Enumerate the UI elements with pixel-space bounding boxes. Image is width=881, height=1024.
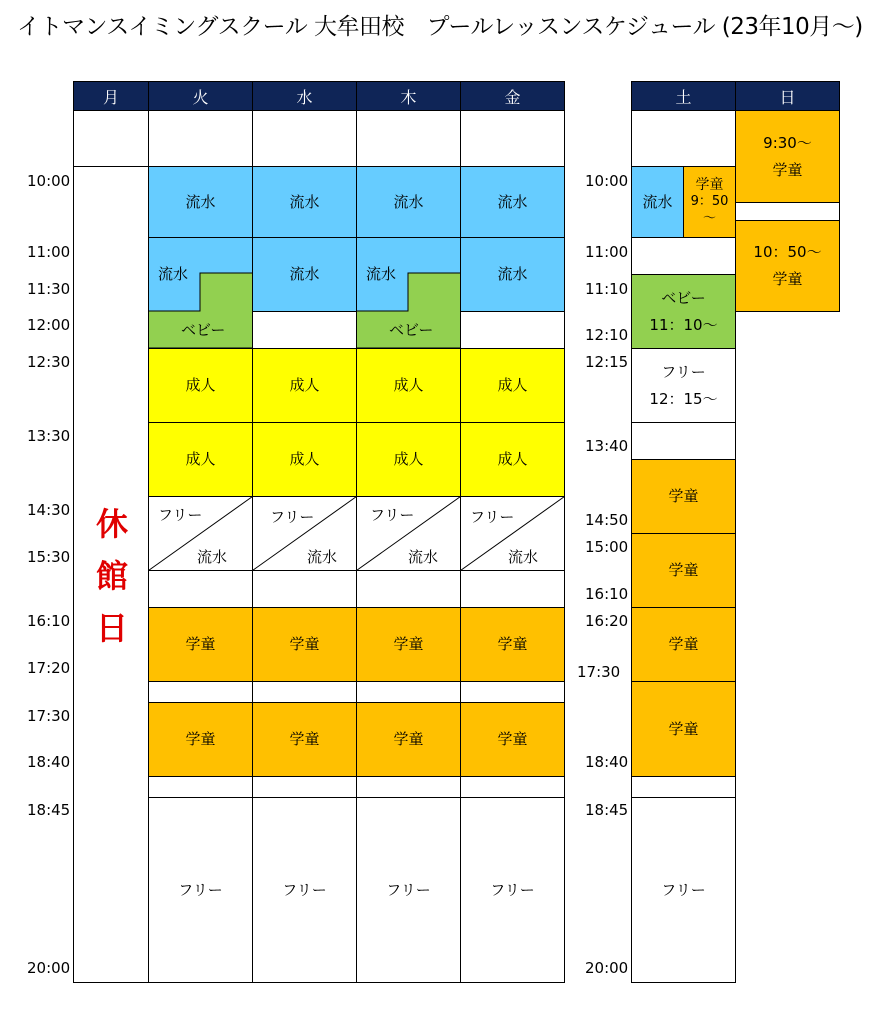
- time-label: 14:50: [585, 511, 629, 529]
- lesson-free-sat: [631, 348, 736, 423]
- lesson-seijin: 成人: [356, 422, 461, 497]
- lesson-free: フリー: [270, 508, 315, 526]
- empty-cell: [460, 681, 565, 703]
- day-header-wed: 水: [252, 81, 357, 111]
- empty-cell: [631, 110, 736, 167]
- time-label: 20:00: [27, 959, 71, 977]
- lesson-ryusui: 流水: [252, 166, 357, 238]
- holiday-char: 館: [95, 557, 128, 595]
- lesson-free: フリー: [470, 508, 515, 526]
- empty-cell: [148, 776, 253, 798]
- lesson-time: 12：15～: [649, 389, 718, 408]
- empty-cell: [252, 311, 357, 349]
- page-title: イトマンスイミングスクール 大牟田校 プールレッスンスケジュール (23年10月～): [17, 14, 863, 40]
- lesson-gakudo-sat: [683, 166, 736, 238]
- lesson-ryusui: 流水: [148, 166, 253, 238]
- lesson-seijin: 成人: [252, 348, 357, 423]
- holiday-text: [92, 498, 132, 654]
- lesson-time: 9:30～: [763, 133, 812, 152]
- lesson-time: 9：50: [690, 194, 729, 210]
- time-label: 10:00: [27, 172, 71, 190]
- day-header-thu: 木: [356, 81, 461, 111]
- empty-cell: [631, 237, 736, 275]
- time-label: 18:45: [585, 801, 629, 819]
- empty-cell: [148, 570, 253, 608]
- empty-cell: [631, 776, 736, 798]
- lesson-gakudo: 学童: [148, 607, 253, 682]
- empty-cell: [631, 422, 736, 460]
- lesson-seijin: 成人: [460, 348, 565, 423]
- empty-cell: [73, 110, 149, 167]
- lesson-gakudo: 学童: [631, 607, 736, 682]
- empty-cell: [460, 110, 565, 167]
- day-header-sun: 日: [735, 81, 840, 111]
- empty-cell: [148, 110, 253, 167]
- lesson-gakudo-label: 学童: [772, 270, 803, 288]
- time-label: 12:00: [27, 316, 71, 334]
- lesson-free: フリー: [631, 797, 736, 983]
- time-label: 18:45: [27, 801, 71, 819]
- time-label: 13:40: [585, 437, 629, 455]
- time-label: 11:30: [27, 280, 71, 298]
- time-label: 15:30: [27, 548, 71, 566]
- lesson-seijin: 成人: [148, 422, 253, 497]
- time-label: 15:00: [585, 538, 629, 556]
- lesson-free: フリー: [252, 797, 357, 983]
- holiday-char: 休: [95, 505, 128, 543]
- empty-cell: [460, 311, 565, 349]
- empty-cell: [356, 570, 461, 608]
- time-label: 16:10: [585, 585, 629, 603]
- lesson-time: 10：50～: [753, 243, 822, 261]
- lesson-ryusui: 流水: [460, 237, 565, 312]
- time-label: 12:10: [585, 326, 629, 344]
- lesson-ryusui: 流水: [460, 166, 565, 238]
- lesson-gakudo-sun: [735, 220, 840, 312]
- lesson-ryusui: 流水: [366, 265, 397, 283]
- lesson-seijin: 成人: [460, 422, 565, 497]
- lesson-free: フリー: [460, 797, 565, 983]
- time-label: 16:10: [27, 612, 71, 630]
- lesson-free: フリー: [148, 797, 253, 983]
- lesson-free-label: フリー: [661, 362, 706, 381]
- lesson-gakudo-sun: [735, 110, 840, 203]
- lesson-time: 11：10～: [649, 315, 718, 334]
- lesson-baby-sat: [631, 274, 736, 349]
- lesson-seijin: 成人: [148, 348, 253, 423]
- time-label: 10:00: [585, 172, 629, 190]
- empty-cell: [460, 570, 565, 608]
- lesson-gakudo: 学童: [148, 702, 253, 777]
- time-label: 17:20: [27, 659, 71, 677]
- lesson-ryusui: 流水: [408, 548, 439, 566]
- lesson-gakudo: 学童: [252, 702, 357, 777]
- time-label: 17:30: [577, 663, 621, 681]
- time-label: 11:00: [27, 243, 71, 261]
- lesson-seijin: 成人: [356, 348, 461, 423]
- lesson-seijin: 成人: [252, 422, 357, 497]
- empty-cell: [252, 681, 357, 703]
- lesson-baby: ベビー: [181, 321, 226, 339]
- time-label: 20:00: [585, 959, 629, 977]
- time-label: 11:10: [585, 280, 629, 298]
- empty-cell: [356, 110, 461, 167]
- time-label: 12:30: [27, 353, 71, 371]
- lesson-ryusui: 流水: [197, 548, 228, 566]
- holiday-char: 日: [95, 609, 128, 647]
- lesson-gakudo-label: 学童: [772, 160, 803, 179]
- time-label: 14:30: [27, 501, 71, 519]
- time-label: 18:40: [27, 753, 71, 771]
- empty-cell: [252, 110, 357, 167]
- lesson-gakudo: 学童: [356, 702, 461, 777]
- lesson-free: フリー: [370, 506, 415, 524]
- lesson-gakudo: 学童: [356, 607, 461, 682]
- lesson-gakudo: 学童: [460, 607, 565, 682]
- empty-cell: [252, 570, 357, 608]
- lesson-ryusui: 流水: [158, 265, 189, 283]
- time-label: 18:40: [585, 753, 629, 771]
- lesson-free: フリー: [158, 506, 203, 524]
- lesson-gakudo: 学童: [631, 459, 736, 534]
- empty-cell: [252, 776, 357, 798]
- day-header-sat: 土: [631, 81, 736, 111]
- lesson-gakudo: 学童: [631, 533, 736, 608]
- empty-cell: [356, 681, 461, 703]
- lesson-ryusui: 流水: [356, 166, 461, 238]
- time-label: 12:15: [585, 353, 629, 371]
- time-label: 17:30: [27, 707, 71, 725]
- lesson-baby: ベビー: [389, 321, 434, 339]
- empty-cell: [735, 202, 840, 221]
- empty-cell: [356, 776, 461, 798]
- lesson-gakudo: 学童: [631, 681, 736, 777]
- lesson-gakudo-label: 学童: [695, 177, 724, 194]
- lesson-gakudo: 学童: [252, 607, 357, 682]
- empty-cell: [148, 681, 253, 703]
- day-header-fri: 金: [460, 81, 565, 111]
- lesson-ryusui: 流水: [631, 166, 684, 238]
- day-header-tue: 火: [148, 81, 253, 111]
- lesson-ryusui: 流水: [307, 548, 338, 566]
- time-label: 11:00: [585, 243, 629, 261]
- lesson-time: ～: [702, 211, 716, 227]
- time-label: 13:30: [27, 427, 71, 445]
- lesson-gakudo: 学童: [460, 702, 565, 777]
- day-header-mon: 月: [73, 81, 149, 111]
- empty-cell: [460, 776, 565, 798]
- lesson-baby-label: ベビー: [661, 288, 706, 307]
- lesson-ryusui: 流水: [252, 237, 357, 312]
- lesson-ryusui: 流水: [508, 548, 539, 566]
- time-label: 16:20: [585, 612, 629, 630]
- lesson-free: フリー: [356, 797, 461, 983]
